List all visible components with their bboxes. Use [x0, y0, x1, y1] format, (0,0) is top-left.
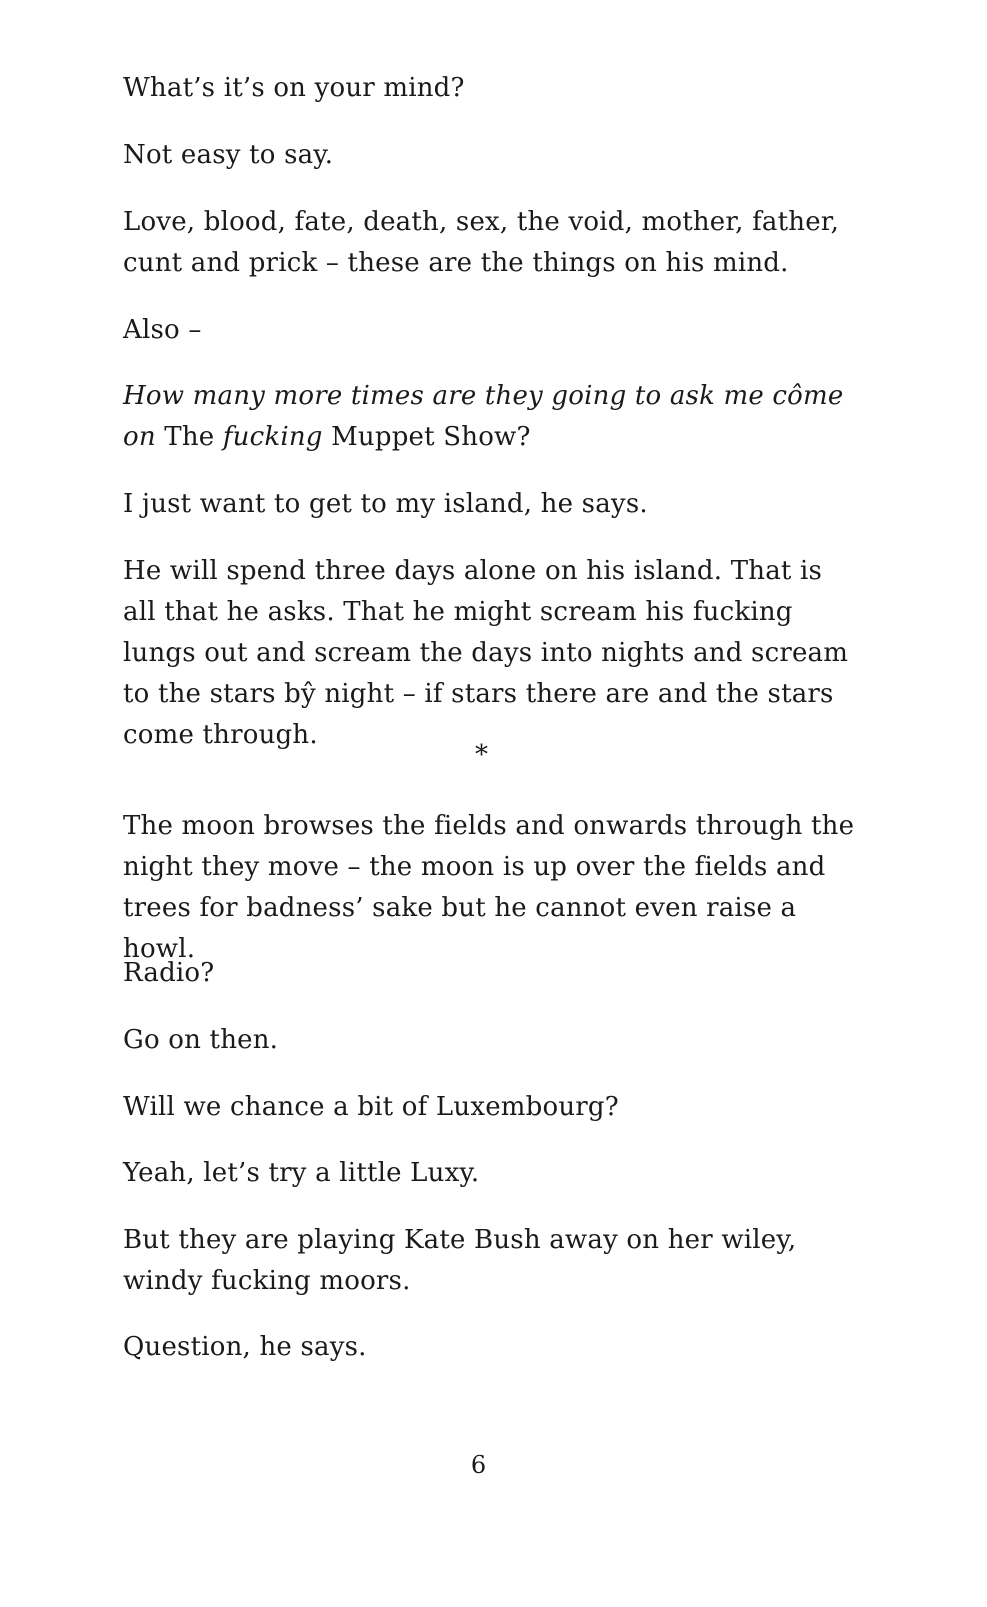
- paragraph-luxembourg: Will we chance a bit of Luxembourg?: [123, 1092, 619, 1122]
- roman-the: The: [155, 422, 223, 452]
- page-number: 6: [470, 1451, 487, 1479]
- paragraph-radio: Radio?: [123, 958, 215, 988]
- paragraph-moon-browses: The moon browses the fields and onwards through the night they move – the moon is up over the fields and trees for badness’ sake but he cannot even raise a howl.: [123, 811, 855, 964]
- paragraph-three-days: He will spend three days alone on his island. That is all that he asks. That he might scream his fucking lungs out and scream the days into nights and scream to the stars bŷ night – if stars there are and the stars come through.: [123, 556, 849, 750]
- paragraph-muppet-show: [123, 376, 863, 458]
- roman-muppet-show: Muppet Show?: [322, 422, 531, 452]
- paragraph-luxy: Yeah, let’s try a little Luxy.: [123, 1158, 480, 1188]
- paragraph-kate-bush: But they are playing Kate Bush away on her wiley, windy fucking moors.: [123, 1225, 797, 1296]
- italic-fucking: fucking: [222, 422, 323, 452]
- paragraph-whats-on-your-mind: What’s it’s on your mind?: [123, 73, 465, 103]
- paragraph-island: I just want to get to my island, he says.: [123, 489, 648, 519]
- paragraph-go-on-then: Go on then.: [123, 1025, 279, 1055]
- paragraph-things-on-mind: Love, blood, fate, death, sex, the void, mother, father, cunt and prick – these are the things on his mind.: [123, 207, 840, 278]
- paragraph-question: Question, he says.: [123, 1332, 367, 1362]
- section-divider-asterisk: *: [475, 740, 488, 770]
- paragraph-not-easy: Not easy to say.: [123, 140, 334, 170]
- italic-question: How many more times are they going to ask me côme on: [123, 381, 844, 452]
- paragraph-also: Also –: [123, 315, 202, 345]
